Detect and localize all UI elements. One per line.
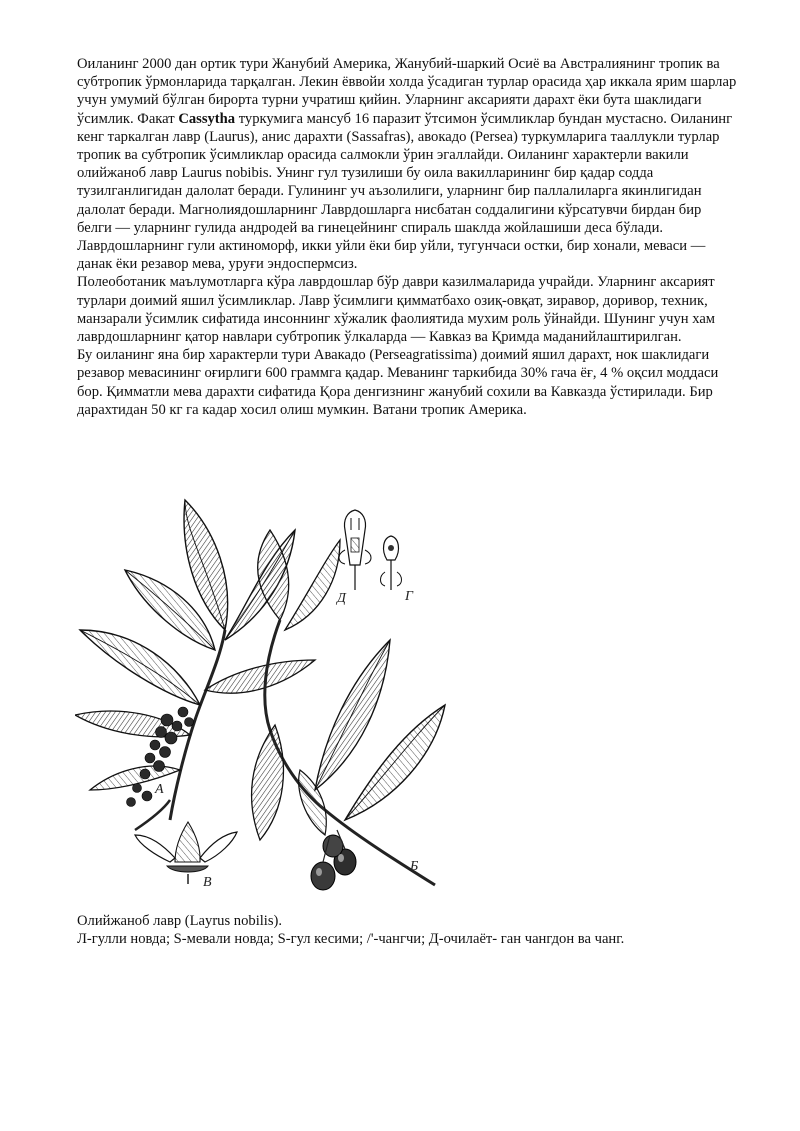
genus-cassytha: Cassytha: [178, 110, 236, 127]
laurel-drawing: [75, 490, 460, 910]
label-d: Д: [337, 591, 346, 606]
label-b: Б: [410, 859, 419, 874]
paragraph-3: Бу оиланинг яна бир характерли тури Авакадо (Perseagratissima) доимий яшил дарахт, нок шаклидаги резавор мевасининг оғирлиги 600 граммга қадар. Меванинг таркибида 30% гача ёғ, 4 % оқсил моддаси бор. Қимматли мева дарахти сифатида Қора денгизнинг жанубий сохили ва Кавказда ўстирилади. Бир дарахтидан 50 кг га кадар хосил олиш мумкин. Ватани тропик Америка.: [77, 347, 719, 418]
caption-legend: Л-гулли новда; S-мевали новда; S-гул кесими; /'-чангчи; Д-очилаёт- ган чангдон ва чанг.: [77, 931, 625, 948]
label-v: В: [203, 875, 212, 890]
label-g: Г: [405, 589, 413, 604]
paragraph-1-start: Оиланинг 2000 дан ортик тури Жанубий Америка, Жанубий-шаркий Осиё ва Австралиянинг тропик ва субтропик ўрмонларида тарқалган. Лекин ёввойи холда ўсадиган турлар орасида ҳар иккала ярим шарлар учун умумий бўлган бирорта турни учратиш қийин. Уларнинг аксарияти дарахт ёки бута шаклидаги ўсимлик. Факат: [77, 56, 737, 127]
paragraph-2: Полеоботаник маълумотларга кўра лаврдошлар бўр даври казилмаларида учрайди. Уларнинг аксарият турлари доимий яшил ўсимликлар. Лавр ўсимлиги қимматбахо озиқ-овқат, зиравор, доривор, техник, манзарали ўсимлик сифатида инсоннинг хўжалик фаолиятида мухим роль ўйнайди. Шунинг учун хам лаврдошларнинг қатор навлари субтропик ўлкаларда — Кавказ ва Қримда маданийлаштирилган.: [77, 274, 716, 346]
stamen-details: [339, 510, 402, 590]
laurel-illustration: [75, 490, 460, 910]
body-text: [77, 55, 737, 419]
fruiting-branch: [252, 530, 445, 890]
caption-title: Олийжаноб лавр (Layrus nobilis).: [77, 913, 283, 929]
paragraph-1-end: туркумига мансуб 16 паразит ўтсимон ўсимликлар бундан мустасно. Оиланинг кенг таркалган лавр (Laurus), анис дарахти (Sassafras), авокадо (Persea) туркумларига тааллукли турлар тропик ва субтропик ўсимликлар орасида салмокли ўрин эгаллайди. Оиланинг характерли вакили олийжаноб лавр Laurus nobibis. Унинг гул тузилиши бу оила вакилларининг бир қадар содда тузилганлигидан далолат беради. Гулининг уч аъзолилиги, уларнинг бир паллалиларга якинлигидан далолат беради. Магнолиядошларнинг Лавpдошларга нисбатан соддалигини кўрсатувчи бирдан бир белги — уларнинг гулида андродей ва гинецейнинг спираль шаклда жойлашиши деса бўлади. Лаврдошларнинг гули актиноморф, икки уйли ёки бир уйли, тугунчаси остки, бир хонали, меваси — данак ёки резавор мева, уруғи эндоспермсиз.: [77, 110, 733, 273]
paragraph-1: [77, 55, 737, 273]
figure-caption: [77, 912, 757, 948]
flower-section: [135, 822, 237, 884]
label-a: А: [155, 782, 164, 797]
